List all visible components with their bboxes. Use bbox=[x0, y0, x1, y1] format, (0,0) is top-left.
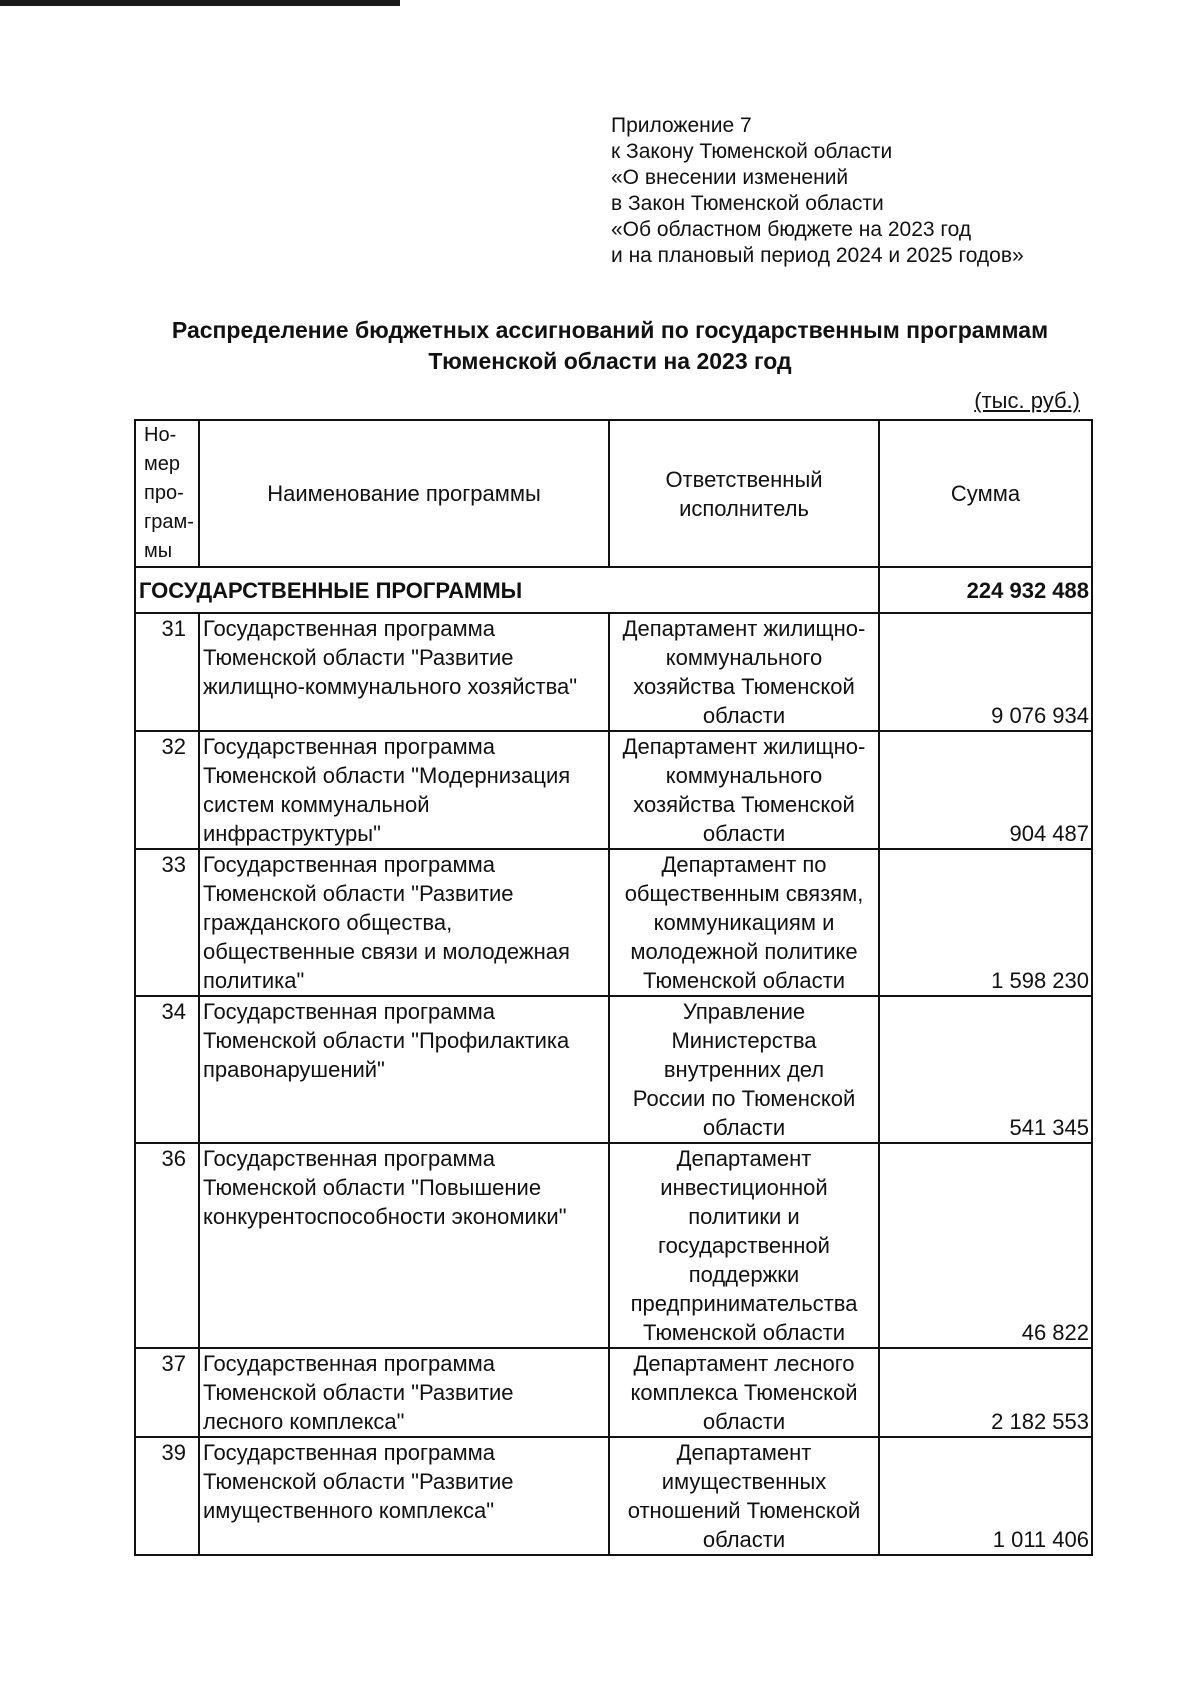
program-executor-line: внутренних дел bbox=[663, 1057, 825, 1082]
header-executor bbox=[609, 420, 879, 567]
document-title-line: Тюменской области на 2023 год bbox=[428, 348, 792, 374]
program-name-line: Тюменской области "Модернизация bbox=[203, 763, 571, 788]
header-number-line: Но- bbox=[144, 424, 177, 446]
appendix-line: в Закон Тюменской области bbox=[611, 192, 884, 215]
program-executor bbox=[609, 849, 879, 996]
program-executor-line: отношений Тюменской bbox=[627, 1498, 861, 1523]
program-executor-line: молодежной политике bbox=[630, 939, 858, 964]
header-number-line: мы bbox=[144, 540, 173, 562]
program-executor-line: Департамент bbox=[676, 1440, 812, 1465]
program-executor bbox=[609, 996, 879, 1143]
program-number: 31 bbox=[135, 613, 199, 731]
program-executor-line: комплекса Тюменской bbox=[630, 1380, 858, 1405]
appendix-line: «Об областном бюджете на 2023 год bbox=[611, 218, 972, 241]
document-title-line: Распределение бюджетных ассигнований по государственным программам bbox=[171, 317, 1049, 343]
program-name-line: Государственная программа bbox=[203, 616, 495, 641]
program-executor-line: политики и bbox=[688, 1204, 800, 1229]
program-executor-line: имущественных bbox=[661, 1469, 827, 1494]
program-name-line: Тюменской области "Повышение bbox=[203, 1175, 542, 1200]
units-label: (тыс. руб.) bbox=[974, 388, 1080, 413]
program-sum: 541 345 bbox=[879, 996, 1092, 1143]
program-executor-line: поддержки bbox=[688, 1262, 800, 1287]
header-executor-line: исполнитель bbox=[679, 495, 809, 521]
program-executor-line: области bbox=[702, 1409, 786, 1434]
program-name-line: Государственная программа bbox=[203, 852, 495, 877]
program-executor-line: Департамент жилищно- bbox=[622, 734, 866, 759]
program-executor-line: хозяйства Тюменской bbox=[633, 674, 855, 699]
program-executor-line: Департамент bbox=[676, 1146, 812, 1171]
program-executor-line: России по Тюменской bbox=[632, 1086, 856, 1111]
program-sum: 904 487 bbox=[879, 731, 1092, 849]
program-number: 36 bbox=[135, 1143, 199, 1348]
document-title bbox=[130, 315, 1090, 377]
header-number bbox=[135, 420, 199, 567]
program-executor-line: Управление bbox=[682, 999, 806, 1024]
table-row bbox=[135, 613, 1092, 731]
program-executor bbox=[609, 1348, 879, 1437]
program-name-line: Тюменской области "Развитие bbox=[203, 881, 514, 906]
program-executor-line: Департамент жилищно- bbox=[622, 616, 866, 641]
program-name-line: Государственная программа bbox=[203, 734, 495, 759]
program-name-line: Тюменской области "Развитие bbox=[203, 1380, 514, 1405]
table-row bbox=[135, 731, 1092, 849]
program-name-line: Государственная программа bbox=[203, 999, 495, 1024]
appendix-line: Приложение 7 bbox=[611, 114, 752, 137]
program-name bbox=[199, 849, 609, 996]
program-executor-line: Департамент по bbox=[661, 852, 827, 877]
program-name-line: Тюменской области "Развитие bbox=[203, 1469, 514, 1494]
header-sum: Сумма bbox=[879, 420, 1092, 567]
program-executor bbox=[609, 613, 879, 731]
program-sum: 1 598 230 bbox=[879, 849, 1092, 996]
program-name-line: политика" bbox=[203, 968, 305, 993]
scan-edge-mark bbox=[0, 0, 400, 6]
header-executor-line: Ответственный bbox=[665, 466, 823, 492]
program-executor-line: хозяйства Тюменской bbox=[633, 792, 855, 817]
program-name-line: конкурентоспособности экономики" bbox=[203, 1204, 567, 1229]
appendix-line: «О внесении изменений bbox=[611, 166, 849, 189]
header-name: Наименование программы bbox=[199, 420, 609, 567]
program-name bbox=[199, 1437, 609, 1555]
program-name-line: лесного комплекса" bbox=[203, 1409, 405, 1434]
program-name-line: систем коммунальной bbox=[203, 792, 430, 817]
total-row bbox=[135, 567, 1092, 613]
program-executor-line: государственной bbox=[658, 1233, 830, 1258]
program-executor-line: инвестиционной bbox=[660, 1175, 828, 1200]
program-name-line: правонарушений" bbox=[203, 1057, 385, 1082]
program-executor bbox=[609, 1143, 879, 1348]
total-sum: 224 932 488 bbox=[879, 567, 1092, 613]
program-executor-line: области bbox=[702, 1115, 786, 1140]
program-executor-line: коммунального bbox=[665, 645, 823, 670]
program-name-line: Тюменской области "Развитие bbox=[203, 645, 514, 670]
program-executor-line: области bbox=[702, 1527, 786, 1552]
program-sum: 46 822 bbox=[879, 1143, 1092, 1348]
appendix-line: к Закону Тюменской области bbox=[611, 140, 893, 163]
table-row bbox=[135, 1348, 1092, 1437]
program-number: 34 bbox=[135, 996, 199, 1143]
program-name-line: инфраструктуры" bbox=[203, 821, 381, 846]
program-name bbox=[199, 1348, 609, 1437]
program-number: 33 bbox=[135, 849, 199, 996]
appendix-line: и на плановый период 2024 и 2025 годов» bbox=[611, 244, 1024, 267]
table-row bbox=[135, 1437, 1092, 1555]
program-sum: 9 076 934 bbox=[879, 613, 1092, 731]
appendix-header bbox=[611, 113, 1024, 269]
table-row bbox=[135, 849, 1092, 996]
table-header-row bbox=[135, 420, 1092, 567]
program-executor-line: общественным связям, bbox=[624, 881, 864, 906]
program-executor bbox=[609, 1437, 879, 1555]
program-name-line: общественные связи и молодежная bbox=[203, 939, 570, 964]
header-number-line: грам- bbox=[144, 511, 194, 533]
program-name bbox=[199, 613, 609, 731]
program-number: 32 bbox=[135, 731, 199, 849]
program-name bbox=[199, 731, 609, 849]
program-executor-line: предпринимательства bbox=[630, 1291, 858, 1316]
program-name bbox=[199, 996, 609, 1143]
program-executor bbox=[609, 731, 879, 849]
table-row bbox=[135, 1143, 1092, 1348]
program-executor-line: Министерства bbox=[671, 1028, 817, 1053]
header-number-line: про- bbox=[144, 482, 184, 504]
program-name-line: Государственная программа bbox=[203, 1351, 495, 1376]
header-number-line: мер bbox=[144, 453, 180, 475]
program-number: 39 bbox=[135, 1437, 199, 1555]
program-executor-line: Департамент лесного bbox=[633, 1351, 855, 1376]
program-executor-line: коммуникациям и bbox=[653, 910, 835, 935]
program-name-line: жилищно-коммунального хозяйства" bbox=[203, 674, 578, 699]
program-executor-line: коммунального bbox=[665, 763, 823, 788]
program-name-line: имущественного комплекса" bbox=[203, 1498, 495, 1523]
program-name bbox=[199, 1143, 609, 1348]
program-number: 37 bbox=[135, 1348, 199, 1437]
program-sum: 1 011 406 bbox=[879, 1437, 1092, 1555]
program-executor-line: области bbox=[702, 821, 786, 846]
program-executor-line: Тюменской области bbox=[642, 1320, 846, 1345]
program-name-line: гражданского общества, bbox=[203, 910, 453, 935]
program-executor-line: области bbox=[702, 703, 786, 728]
program-name-line: Государственная программа bbox=[203, 1440, 495, 1465]
program-sum: 2 182 553 bbox=[879, 1348, 1092, 1437]
program-name-line: Тюменской области "Профилактика bbox=[203, 1028, 570, 1053]
program-executor-line: Тюменской области bbox=[642, 968, 846, 993]
total-label: ГОСУДАРСТВЕННЫЕ ПРОГРАММЫ bbox=[135, 567, 879, 613]
program-name-line: Государственная программа bbox=[203, 1146, 495, 1171]
programs-table bbox=[134, 419, 1093, 1556]
table-row bbox=[135, 996, 1092, 1143]
